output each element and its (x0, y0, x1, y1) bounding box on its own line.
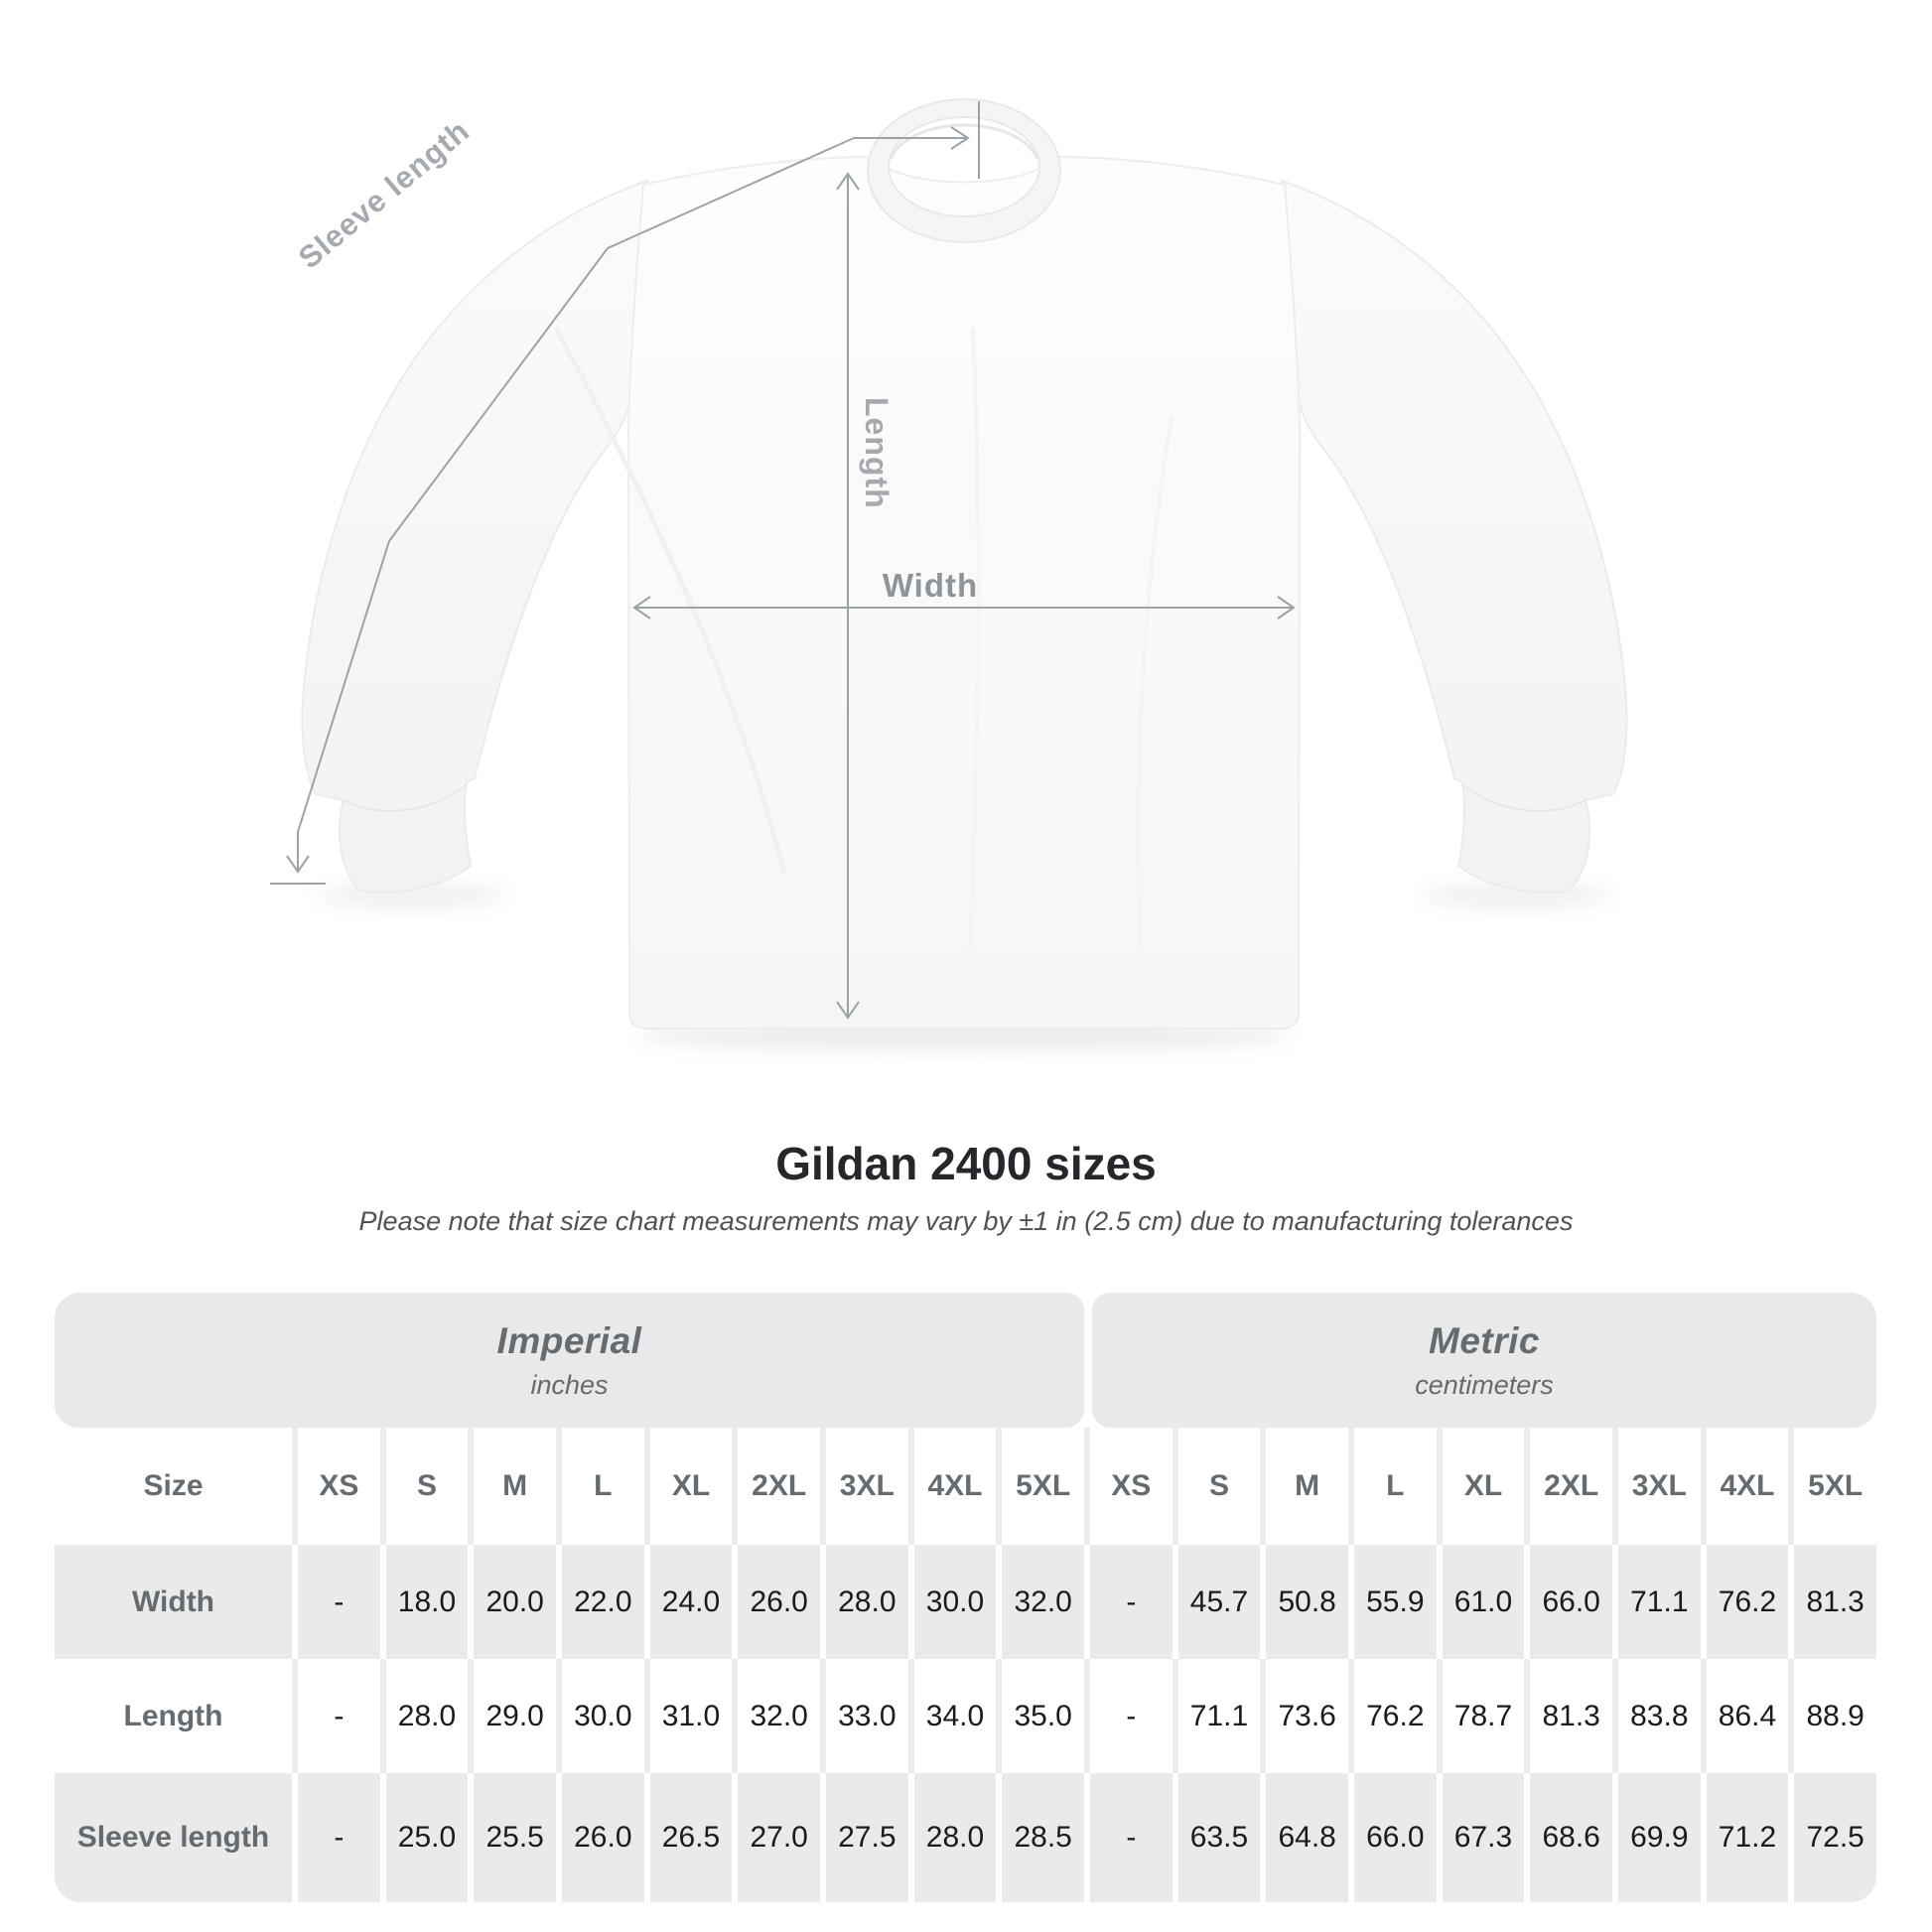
measurement-value: 71.1 (1178, 1659, 1261, 1773)
length-label: Length (859, 397, 895, 509)
measurement-value: 45.7 (1178, 1545, 1261, 1659)
measurement-value: 30.0 (914, 1545, 997, 1659)
size-column-header: XL (650, 1428, 733, 1545)
row-label: Length (55, 1659, 292, 1773)
table-row-width (55, 1545, 1876, 1659)
row-label: Width (55, 1545, 292, 1659)
size-column-header: M (474, 1428, 556, 1545)
size-column-header: XL (1443, 1428, 1525, 1545)
measurement-value: 71.1 (1618, 1545, 1701, 1659)
measurement-value: 27.5 (826, 1773, 908, 1902)
measurement-rows (55, 1545, 1876, 1902)
measurement-value: 76.2 (1707, 1545, 1789, 1659)
table-row-sleeve-length (55, 1773, 1876, 1902)
measurement-value: 61.0 (1443, 1545, 1525, 1659)
measurement-value: 64.8 (1266, 1773, 1348, 1902)
measurement-value: 26.0 (738, 1545, 820, 1659)
measurement-value: 31.0 (650, 1659, 733, 1773)
size-column-header: S (1178, 1428, 1261, 1545)
measurement-value: 25.5 (474, 1773, 556, 1902)
size-column-header: 2XL (1530, 1428, 1612, 1545)
size-table (55, 1293, 1876, 1902)
measurement-value: 20.0 (474, 1545, 556, 1659)
tolerance-note: Please note that size chart measurements may vary by ±1 in (2.5 cm) due to manufacturing tolerances (358, 1206, 1574, 1236)
metric-band-unit: centimeters (1415, 1369, 1554, 1400)
measurement-value: 50.8 (1266, 1545, 1348, 1659)
size-column-title: Size (55, 1428, 292, 1545)
page-title: Gildan 2400 sizes (775, 1138, 1157, 1189)
width-label: Width (882, 567, 979, 604)
measurement-value: 22.0 (562, 1545, 644, 1659)
size-column-header: M (1266, 1428, 1348, 1545)
measurement-value: 66.0 (1354, 1773, 1437, 1902)
measurement-value: 67.3 (1443, 1773, 1525, 1902)
measurement-value: 27.0 (738, 1773, 820, 1902)
measurement-value: 26.5 (650, 1773, 733, 1902)
size-column-header: 2XL (738, 1428, 820, 1545)
measurement-value: 32.0 (738, 1659, 820, 1773)
size-header-row (55, 1428, 1876, 1545)
measurement-value: 81.3 (1530, 1659, 1612, 1773)
measurement-value: 88.9 (1794, 1659, 1876, 1773)
measurement-value: 35.0 (1002, 1659, 1084, 1773)
measurement-value: 28.5 (1002, 1773, 1084, 1902)
measurement-value: 25.0 (386, 1773, 469, 1902)
measurement-value: - (298, 1773, 380, 1902)
measurement-value: 76.2 (1354, 1659, 1437, 1773)
measurement-value: 18.0 (386, 1545, 469, 1659)
table-row-length (55, 1659, 1876, 1773)
measurement-value: 24.0 (650, 1545, 733, 1659)
measurement-value: 72.5 (1794, 1773, 1876, 1902)
size-column-header: L (562, 1428, 644, 1545)
measurement-value: 28.0 (826, 1545, 908, 1659)
size-column-header: 3XL (826, 1428, 908, 1545)
size-column-header: 5XL (1794, 1428, 1876, 1545)
measurement-value: 73.6 (1266, 1659, 1348, 1773)
measurement-value: 68.6 (1530, 1773, 1612, 1902)
measurement-value: - (298, 1659, 380, 1773)
size-column-header: XS (1090, 1428, 1173, 1545)
measurement-value: 28.0 (914, 1773, 997, 1902)
size-column-header: 4XL (1707, 1428, 1789, 1545)
measurement-value: 33.0 (826, 1659, 908, 1773)
measurement-value: 71.2 (1707, 1773, 1789, 1902)
measurement-value: 55.9 (1354, 1545, 1437, 1659)
size-column-header: XS (298, 1428, 380, 1545)
size-column-header: 3XL (1618, 1428, 1701, 1545)
size-column-header: 5XL (1002, 1428, 1084, 1545)
measurement-value: 26.0 (562, 1773, 644, 1902)
imperial-band (55, 1293, 1084, 1428)
size-column-header: S (386, 1428, 469, 1545)
row-label: Sleeve length (55, 1773, 292, 1902)
metric-band (1092, 1293, 1876, 1428)
measurement-value: 34.0 (914, 1659, 997, 1773)
measurement-value: - (298, 1545, 380, 1659)
metric-band-label: Metric (1429, 1319, 1540, 1361)
measurement-value: 83.8 (1618, 1659, 1701, 1773)
imperial-band-unit: inches (530, 1369, 609, 1400)
measurement-value: - (1090, 1545, 1173, 1659)
measurement-value: 30.0 (562, 1659, 644, 1773)
measurement-value: 78.7 (1443, 1659, 1525, 1773)
imperial-band-label: Imperial (496, 1319, 642, 1361)
measurement-value: 66.0 (1530, 1545, 1612, 1659)
measurement-value: 29.0 (474, 1659, 556, 1773)
measurement-value: - (1090, 1659, 1173, 1773)
unit-band-row (55, 1293, 1876, 1428)
measurement-value: 28.0 (386, 1659, 469, 1773)
sleeve-length-label: Sleeve length (292, 112, 477, 276)
measurement-value: - (1090, 1773, 1173, 1902)
measurement-value: 69.9 (1618, 1773, 1701, 1902)
measurement-value: 81.3 (1794, 1545, 1876, 1659)
measurement-value: 32.0 (1002, 1545, 1084, 1659)
measurement-value: 86.4 (1707, 1659, 1789, 1773)
shirt-collar (868, 99, 1060, 242)
size-column-header: L (1354, 1428, 1437, 1545)
size-column-header: 4XL (914, 1428, 997, 1545)
measurement-value: 63.5 (1178, 1773, 1261, 1902)
